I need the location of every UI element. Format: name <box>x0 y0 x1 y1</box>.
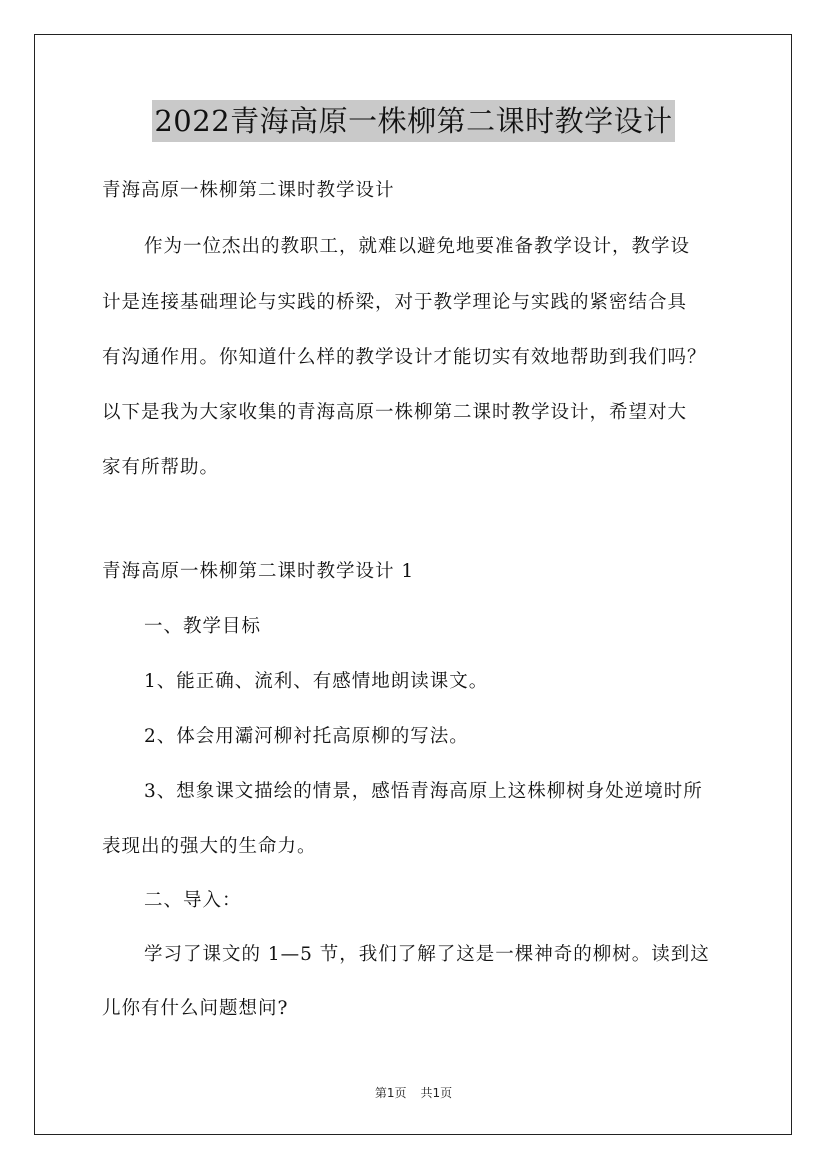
document-title: 2022青海高原一株柳第二课时教学设计 <box>152 100 674 142</box>
title-container <box>0 100 827 142</box>
subtitle: 青海高原一株柳第二课时教学设计 <box>102 180 395 201</box>
intro-heading: 二、导入： <box>144 890 242 911</box>
intro-line-2: 计是连接基础理论与实践的桥梁，对于教学理论与实践的紧密结合具 <box>102 292 688 313</box>
lead-line-2: 儿你有什么问题想问? <box>102 998 289 1019</box>
intro-line-4: 以下是我为大家收集的青海高原一株柳第二课时教学设计，希望对大 <box>102 402 688 423</box>
intro-line-3: 有沟通作用。你知道什么样的教学设计才能切实有效地帮助到我们吗？ <box>102 347 707 368</box>
lead-line-1: 学习了课文的 1—5 节，我们了解了这是一棵神奇的柳树。读到这 <box>144 944 710 965</box>
section-heading: 青海高原一株柳第二课时教学设计 1 <box>102 561 415 582</box>
goal-1: 1、能正确、流利、有感情地朗读课文。 <box>144 671 489 692</box>
goals-heading: 一、教学目标 <box>144 616 262 637</box>
goal-3-line-2: 表现出的强大的生命力。 <box>102 836 317 857</box>
page-footer <box>0 1084 827 1101</box>
page-number: 第1页 <box>374 1086 407 1100</box>
intro-line-1: 作为一位杰出的教职工，就难以避免地要准备教学设计，教学设 <box>144 236 691 257</box>
intro-line-5: 家有所帮助。 <box>102 457 220 478</box>
goal-3-line-1: 3、想象课文描绘的情景，感悟青海高原上这株柳树身处逆境时所 <box>144 781 703 802</box>
goal-2: 2、体会用灞河柳衬托高原柳的写法。 <box>144 726 469 747</box>
page-total: 共1页 <box>420 1086 453 1100</box>
